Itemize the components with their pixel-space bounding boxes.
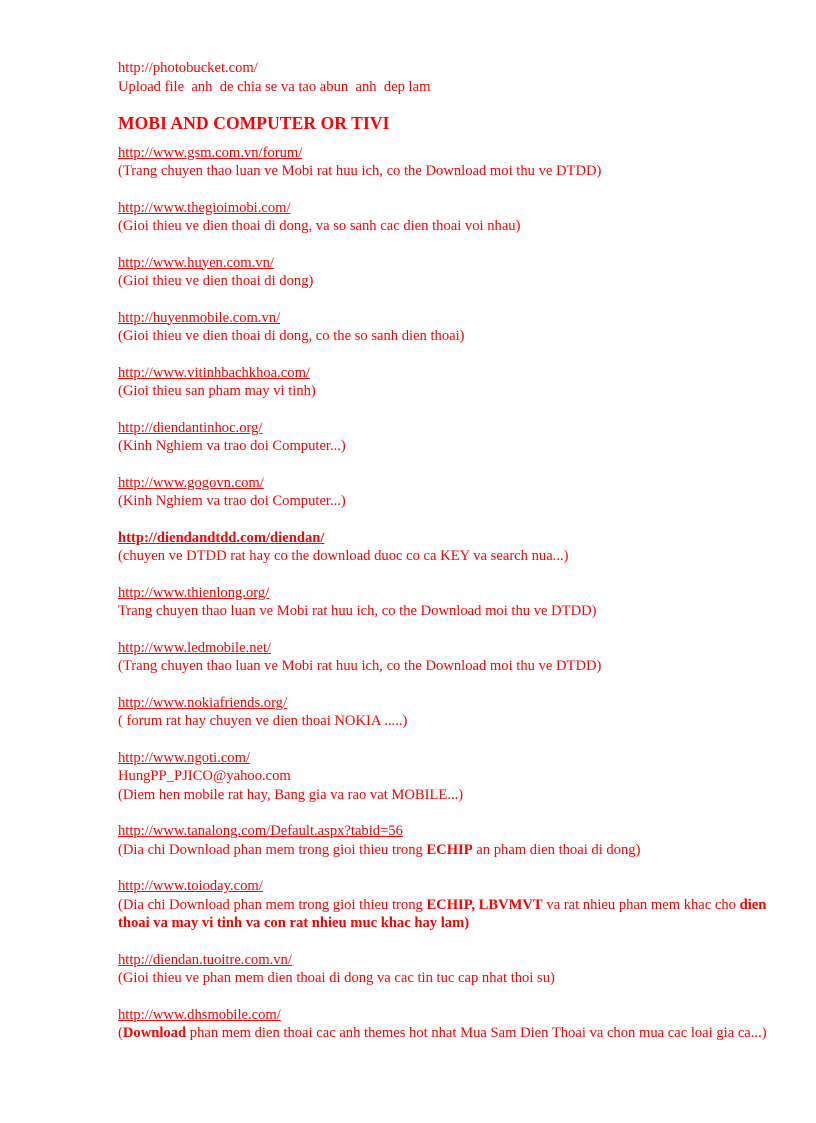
desc-text: (Dia chi Download phan mem trong gioi thieu trong	[118, 896, 427, 913]
link-thegioimobi[interactable]: http://www.thegioimobi.com/	[118, 199, 291, 216]
desc-text: (Dia chi Download phan mem trong gioi thieu trong	[118, 841, 427, 858]
link-diendan-tuoitre[interactable]: http://diendan.tuoitre.com.vn/	[118, 951, 292, 968]
link-entry-huyen	[118, 254, 768, 291]
link-description: (Trang chuyen thao luan ve Mobi rat huu ich, co the Download moi thu ve DTDD)	[118, 163, 602, 179]
desc-text: an pham dien thoai di dong)	[472, 841, 641, 858]
link-entry-tanalong	[118, 822, 768, 859]
link-description: (Gioi thieu ve dien thoai di dong, co the so sanh dien thoai)	[118, 328, 465, 344]
desc-bold-text: ECHIP, LBVMVT	[426, 896, 543, 913]
link-entry-ledmobile	[118, 639, 768, 676]
desc-text: phan mem dien thoai cac anh themes hot nhat Mua Sam Dien Thoai va chon mua cac loai gia ca...)	[186, 1025, 767, 1041]
link-huyen[interactable]: http://www.huyen.com.vn/	[118, 254, 274, 271]
link-ngoti[interactable]: http://www.ngoti.com/	[118, 749, 251, 766]
link-description: (Gioi thieu ve dien thoai di dong, va so sanh cac dien thoai voi nhau)	[118, 218, 521, 234]
link-toioday[interactable]: http://www.toioday.com/	[118, 878, 263, 894]
intro-block	[118, 59, 768, 96]
link-entry-toioday	[118, 877, 768, 933]
desc-text: va rat nhieu phan mem khac cho	[542, 896, 740, 913]
link-entry-ngoti	[118, 749, 768, 805]
link-description	[118, 1024, 768, 1043]
intro-url: http://photobucket.com/	[118, 60, 258, 76]
link-diendandtdd[interactable]: http://diendandtdd.com/diendan/	[118, 529, 325, 546]
link-diendantinhoc[interactable]: http://diendantinhoc.org/	[118, 419, 263, 436]
desc-bold-text: dien thoai va may vi tinh va con rat nhieu muc khac hay lam)	[118, 896, 767, 931]
link-entry-diendan-tuoitre	[118, 951, 768, 988]
link-nokiafriends[interactable]: http://www.nokiafriends.org/	[118, 694, 288, 711]
intro-description: Upload file anh de chia se va tao abun anh dep lam	[118, 78, 431, 95]
link-description: (Gioi thieu san pham may vi tinh)	[118, 383, 316, 399]
link-entry-diendantinhoc	[118, 419, 768, 456]
link-ledmobile[interactable]: http://www.ledmobile.net/	[118, 639, 272, 656]
link-description: (Kinh Nghiem va trao doi Computer...)	[118, 438, 346, 454]
link-vitinhbachkhoa[interactable]: http://www.vitinhbachkhoa.com/	[118, 364, 310, 381]
link-entry-thegioimobi	[118, 199, 768, 236]
link-description: (Diem hen mobile rat hay, Bang gia va rao vat MOBILE...)	[118, 786, 464, 803]
link-description	[118, 896, 768, 933]
contact-email: HungPP_PJICO@yahoo.com	[118, 768, 291, 784]
link-description: Trang chuyen thao luan ve Mobi rat huu ich, co the Download moi thu ve DTDD)	[118, 603, 597, 619]
link-entry-dhsmobile	[118, 1006, 768, 1043]
link-description	[118, 841, 768, 860]
link-gogovn[interactable]: http://www.gogovn.com/	[118, 474, 264, 491]
link-description: (Trang chuyen thao luan ve Mobi rat huu ich, co the Download moi thu ve DTDD)	[118, 658, 602, 674]
link-gsm[interactable]: http://www.gsm.com.vn/forum/	[118, 144, 303, 161]
link-huyenmobile[interactable]: http://huyenmobile.com.vn/	[118, 309, 281, 326]
link-description: ( forum rat hay chuyen ve dien thoai NOKIA .....)	[118, 713, 408, 729]
link-entry-diendandtdd	[118, 529, 768, 566]
desc-bold-text: Download	[122, 1025, 187, 1041]
link-thienlong[interactable]: http://www.thienlong.org/	[118, 584, 270, 601]
desc-bold-text: ECHIP	[426, 841, 473, 858]
desc-text: (	[118, 1025, 123, 1041]
link-description: (Gioi thieu ve phan mem dien thoai di dong va cac tin tuc cap nhat thoi su)	[118, 970, 555, 986]
link-description: (chuyen ve DTDD rat hay co the download duoc co ca KEY va search nua...)	[118, 548, 569, 564]
section-heading: MOBI AND COMPUTER OR TIVI	[118, 113, 390, 133]
link-entry-vitinhbachkhoa	[118, 364, 768, 401]
link-entry-nokiafriends	[118, 694, 768, 731]
document-page	[118, 59, 768, 1061]
link-description: (Gioi thieu ve dien thoai di dong)	[118, 273, 314, 289]
link-entry-gsm	[118, 144, 768, 181]
link-entry-huyenmobile	[118, 309, 768, 346]
link-description: (Kinh Nghiem va trao doi Computer...)	[118, 493, 346, 509]
link-dhsmobile[interactable]: http://www.dhsmobile.com/	[118, 1006, 281, 1023]
link-entry-thienlong	[118, 584, 768, 621]
link-entry-gogovn	[118, 474, 768, 511]
link-tanalong[interactable]: http://www.tanalong.com/Default.aspx?tabid=56	[118, 823, 403, 839]
